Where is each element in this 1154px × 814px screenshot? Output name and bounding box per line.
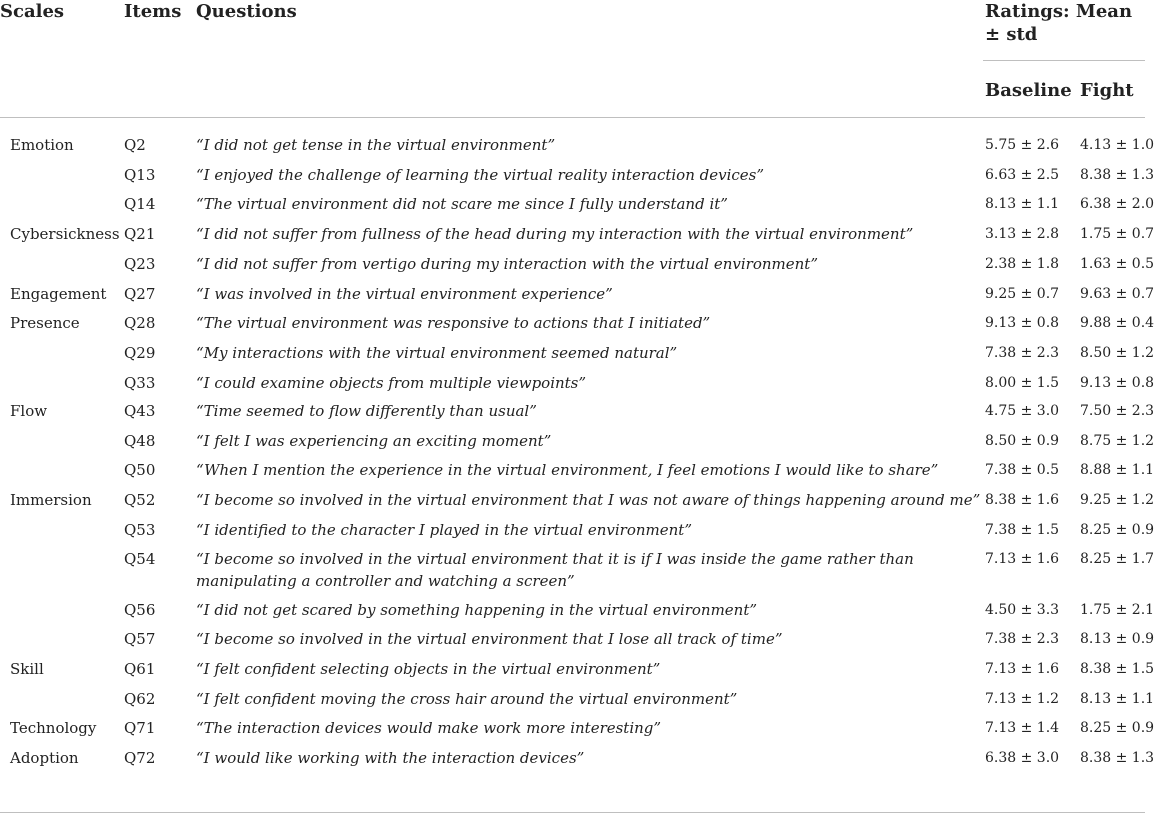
fight-cell: 9.13 ± 0.8 xyxy=(1080,375,1154,391)
scale-cell: Flow xyxy=(10,402,48,420)
question-cell: “I did not get tense in the virtual environment” xyxy=(196,136,556,154)
baseline-cell: 7.13 ± 1.6 xyxy=(985,551,1060,567)
baseline-cell: 8.50 ± 0.9 xyxy=(985,433,1060,449)
baseline-cell: 8.13 ± 1.1 xyxy=(985,196,1060,212)
question-cell: “I become so involved in the virtual environment that it is if I was inside the game rather than manipulating a controller and watching a screen” xyxy=(196,550,914,590)
fight-cell: 8.38 ± 1.3 xyxy=(1080,167,1154,183)
item-cell: Q57 xyxy=(124,630,156,648)
fight-cell: 8.75 ± 1.2 xyxy=(1080,433,1154,449)
fight-cell: 6.38 ± 2.0 xyxy=(1080,196,1154,212)
scale-cell: Skill xyxy=(10,660,44,678)
bottom-rule xyxy=(0,812,1145,813)
question-cell: “I did not suffer from vertigo during my interaction with the virtual environment” xyxy=(196,255,818,273)
question-cell: “The virtual environment did not scare me since I fully understand it” xyxy=(196,195,728,213)
fight-cell: 1.75 ± 0.7 xyxy=(1080,226,1154,242)
fight-cell: 4.13 ± 1.0 xyxy=(1080,137,1154,153)
item-cell: Q50 xyxy=(124,461,156,479)
baseline-cell: 9.13 ± 0.8 xyxy=(985,315,1060,331)
question-cell: “The virtual environment was responsive to actions that I initiated” xyxy=(196,314,711,332)
scale-cell: Technology xyxy=(10,719,97,737)
baseline-cell: 7.13 ± 1.2 xyxy=(985,691,1060,707)
fight-cell: 8.88 ± 1.1 xyxy=(1080,462,1154,478)
fight-cell: 8.25 ± 0.9 xyxy=(1080,720,1154,736)
fight-cell: 8.50 ± 1.2 xyxy=(1080,345,1154,361)
question-cell: “Time seemed to flow differently than usual” xyxy=(196,402,537,420)
item-cell: Q14 xyxy=(124,195,156,213)
fight-cell: 8.38 ± 1.5 xyxy=(1080,661,1154,677)
question-cell: “I become so involved in the virtual environment that I was not aware of things happening around me” xyxy=(196,491,981,509)
fight-cell: 8.13 ± 1.1 xyxy=(1080,691,1154,707)
header-baseline: Baseline xyxy=(985,80,1072,101)
scale-cell: Engagement xyxy=(10,285,107,303)
question-cell: “I felt confident selecting objects in the virtual environment” xyxy=(196,660,661,678)
item-cell: Q29 xyxy=(124,344,156,362)
fight-cell: 8.25 ± 0.9 xyxy=(1080,522,1154,538)
baseline-cell: 7.13 ± 1.6 xyxy=(985,661,1060,677)
fight-cell: 1.63 ± 0.5 xyxy=(1080,256,1154,272)
scale-cell: Emotion xyxy=(10,136,74,154)
item-cell: Q21 xyxy=(124,225,156,243)
question-cell: “The interaction devices would make work more interesting” xyxy=(196,719,662,737)
baseline-cell: 7.38 ± 2.3 xyxy=(985,631,1060,647)
question-cell: “I would like working with the interaction devices” xyxy=(196,749,585,767)
item-cell: Q33 xyxy=(124,374,156,392)
baseline-cell: 5.75 ± 2.6 xyxy=(985,137,1060,153)
header-rule xyxy=(0,117,1145,118)
item-cell: Q53 xyxy=(124,521,156,539)
question-cell: “I felt confident moving the cross hair around the virtual environment” xyxy=(196,690,738,708)
question-cell: “When I mention the experience in the virtual environment, I feel emotions I would like to share” xyxy=(196,461,939,479)
baseline-cell: 9.25 ± 0.7 xyxy=(985,286,1060,302)
item-cell: Q23 xyxy=(124,255,156,273)
question-cell: “My interactions with the virtual environment seemed natural” xyxy=(196,344,678,362)
baseline-cell: 7.38 ± 0.5 xyxy=(985,462,1060,478)
fight-cell: 7.50 ± 2.3 xyxy=(1080,403,1154,419)
scale-cell: Cybersickness xyxy=(10,225,120,243)
item-cell: Q72 xyxy=(124,749,156,767)
item-cell: Q71 xyxy=(124,719,156,737)
baseline-cell: 3.13 ± 2.8 xyxy=(985,226,1060,242)
item-cell: Q62 xyxy=(124,690,156,708)
fight-cell: 9.25 ± 1.2 xyxy=(1080,492,1154,508)
header-items: Items xyxy=(124,1,182,22)
item-cell: Q52 xyxy=(124,491,156,509)
item-cell: Q13 xyxy=(124,166,156,184)
scale-cell: Presence xyxy=(10,314,80,332)
item-cell: Q27 xyxy=(124,285,156,303)
scale-cell: Adoption xyxy=(10,749,79,767)
question-cell: “I could examine objects from multiple viewpoints” xyxy=(196,374,587,392)
question-cell: “I enjoyed the challenge of learning the virtual reality interaction devices” xyxy=(196,166,765,184)
item-cell: Q48 xyxy=(124,432,156,450)
question-cell: “I was involved in the virtual environment experience” xyxy=(196,285,613,303)
header-scales: Scales xyxy=(0,1,65,22)
ratings-subheader-rule xyxy=(983,60,1145,61)
item-cell: Q54 xyxy=(124,550,156,568)
fight-cell: 8.13 ± 0.9 xyxy=(1080,631,1154,647)
baseline-cell: 6.38 ± 3.0 xyxy=(985,750,1060,766)
fight-cell: 8.38 ± 1.3 xyxy=(1080,750,1154,766)
baseline-cell: 7.13 ± 1.4 xyxy=(985,720,1060,736)
baseline-cell: 7.38 ± 1.5 xyxy=(985,522,1060,538)
baseline-cell: 8.38 ± 1.6 xyxy=(985,492,1060,508)
question-cell: “I did not get scared by something happening in the virtual environment” xyxy=(196,601,758,619)
question-cell: “I felt I was experiencing an exciting moment” xyxy=(196,432,552,450)
baseline-cell: 2.38 ± 1.8 xyxy=(985,256,1060,272)
baseline-cell: 4.50 ± 3.3 xyxy=(985,602,1060,618)
fight-cell: 8.25 ± 1.7 xyxy=(1080,551,1154,567)
header-ratings: Ratings: Mean ± std xyxy=(985,1,1133,45)
baseline-cell: 8.00 ± 1.5 xyxy=(985,375,1060,391)
question-cell: “I identified to the character I played in the virtual environment” xyxy=(196,521,692,539)
question-cell: “I become so involved in the virtual environment that I lose all track of time” xyxy=(196,630,783,648)
item-cell: Q28 xyxy=(124,314,156,332)
fight-cell: 1.75 ± 2.1 xyxy=(1080,602,1154,618)
item-cell: Q2 xyxy=(124,136,146,154)
baseline-cell: 6.63 ± 2.5 xyxy=(985,167,1060,183)
scale-cell: Immersion xyxy=(10,491,92,509)
item-cell: Q43 xyxy=(124,402,156,420)
fight-cell: 9.63 ± 0.7 xyxy=(1080,286,1154,302)
baseline-cell: 7.38 ± 2.3 xyxy=(985,345,1060,361)
header-questions: Questions xyxy=(196,1,297,22)
question-cell: “I did not suffer from fullness of the head during my interaction with the virtual environment” xyxy=(196,225,914,243)
item-cell: Q61 xyxy=(124,660,156,678)
baseline-cell: 4.75 ± 3.0 xyxy=(985,403,1060,419)
item-cell: Q56 xyxy=(124,601,156,619)
fight-cell: 9.88 ± 0.4 xyxy=(1080,315,1154,331)
header-fight: Fight xyxy=(1080,80,1134,101)
